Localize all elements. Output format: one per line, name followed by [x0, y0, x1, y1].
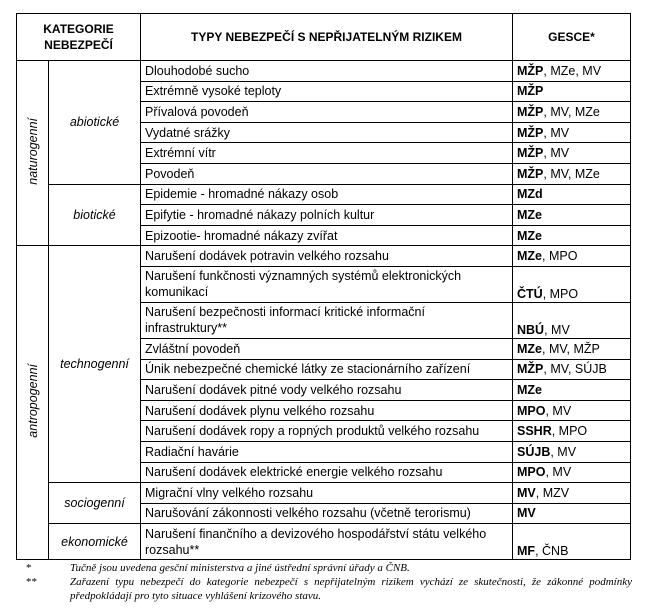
gesce-lead: MŽP [517, 166, 544, 181]
hazard-cell: Narušení bezpečnosti informací kritické informační infrastruktury** [141, 302, 513, 338]
gesce-lead: MŽP [517, 125, 544, 140]
hazard-cell: Narušení dodávek pitné vody velkého rozsahu [141, 380, 513, 401]
hazard-cell: Extrémně vysoké teploty [141, 81, 513, 102]
gesce-lead: SÚJB [517, 444, 551, 459]
gesce-others: , MV [543, 125, 570, 140]
gesce-cell [513, 205, 631, 226]
footnote-text: Tučně jsou uvedena gesční ministerstva a jiné ústřední správní úřady a ČNB. [70, 562, 410, 574]
footnote-mark: ** [26, 576, 37, 588]
header-row [17, 14, 631, 61]
gesce-lead: MZe [517, 249, 542, 264]
gesce-lead: MV [517, 485, 536, 500]
gesce-cell [513, 81, 631, 102]
header-types: TYPY NEBEZPEČÍ S NEPŘIJATELNÝM RIZIKEM [141, 14, 513, 61]
header-category: KATEGORIE NEBEZPEČÍ [17, 14, 141, 61]
subgroup-label: technogenní [49, 246, 141, 483]
gesce-others: , MV [545, 403, 572, 418]
gesce-others: , MV [544, 322, 570, 337]
gesce-cell [513, 421, 631, 442]
hazard-cell: Narušování zákonnosti velkého rozsahu (včetně terorismu) [141, 503, 513, 524]
hazard-cell: Extrémní vítr [141, 143, 513, 164]
hazard-cell: Narušení finančního a devizového hospodářství státu velkého rozsahu** [141, 524, 513, 560]
footnote-text: Zařazení typu nebezpečí do kategorie nebezpečí s nepřijatelným rizikem vychází ze skutečnosti, že zákonné podmínky předpokládají pro tyto situace vyhlášení krizového stavu. [70, 576, 632, 602]
gesce-cell [513, 246, 631, 267]
hazard-cell: Epifytie - hromadné nákazy polních kultur [141, 205, 513, 226]
gesce-cell [513, 359, 631, 380]
hazard-cell: Přívalová povodeň [141, 102, 513, 123]
gesce-cell [513, 462, 631, 483]
gesce-lead: NBÚ [517, 322, 545, 337]
subgroup-label: biotické [49, 184, 141, 246]
footnotes [26, 561, 632, 603]
gesce-others: , MV, MŽP [542, 341, 600, 356]
gesce-cell [513, 338, 631, 359]
subgroup-label: ekonomické [49, 524, 141, 560]
gesce-cell [513, 143, 631, 164]
hazard-table [16, 13, 631, 560]
gesce-lead: MZe [517, 228, 542, 243]
gesce-cell [513, 122, 631, 143]
gesce-others: , MV [545, 465, 572, 480]
gesce-cell [513, 184, 631, 205]
gesce-lead: SSHR [517, 424, 552, 439]
gesce-cell [513, 483, 631, 504]
gesce-cell [513, 441, 631, 462]
hazard-cell: Narušení dodávek plynu velkého rozsahu [141, 400, 513, 421]
gesce-lead: MPO [517, 403, 546, 418]
gesce-lead: ČTÚ [517, 286, 543, 301]
gesce-others: , MPO [542, 249, 578, 264]
gesce-lead: MŽP [517, 84, 544, 99]
gesce-lead: MZe [517, 341, 542, 356]
group-label [17, 61, 49, 246]
hazard-cell: Epizootie- hromadné nákazy zvířat [141, 225, 513, 246]
gesce-cell [513, 266, 631, 302]
table-row [17, 61, 631, 82]
gesce-lead: MZe [517, 382, 542, 397]
gesce-lead: MV [517, 506, 536, 521]
gesce-cell [513, 61, 631, 82]
group-label [17, 246, 49, 560]
table-row [17, 184, 631, 205]
gesce-cell [513, 524, 631, 560]
gesce-others: , MPO [551, 424, 588, 439]
hazard-cell: Radiační havárie [141, 441, 513, 462]
gesce-others: , MV, SÚJB [543, 362, 607, 377]
hazard-cell: Narušení dodávek ropy a ropných produktů velkého rozsahu [141, 421, 513, 442]
gesce-others: , MZe, MV [543, 63, 602, 78]
gesce-cell [513, 302, 631, 338]
gesce-lead: MŽP [517, 104, 544, 119]
hazard-cell: Narušení funkčnosti významných systémů elektronických komunikací [141, 266, 513, 302]
footnote [26, 575, 632, 603]
gesce-cell [513, 400, 631, 421]
gesce-cell [513, 503, 631, 524]
gesce-others: , MV [543, 146, 570, 161]
table-row [17, 246, 631, 267]
table-row [17, 483, 631, 504]
gesce-lead: MPO [517, 465, 546, 480]
hazard-cell: Migrační vlny velkého rozsahu [141, 483, 513, 504]
hazard-cell: Narušení dodávek elektrické energie velkého rozsahu [141, 462, 513, 483]
gesce-others: , ČNB [535, 544, 569, 559]
gesce-lead: MŽP [517, 362, 544, 377]
hazard-cell: Zvláštní povodeň [141, 338, 513, 359]
hazard-cell: Vydatné srážky [141, 122, 513, 143]
gesce-others: , MZV [535, 485, 570, 500]
gesce-others: , MPO [542, 286, 579, 301]
hazard-cell: Dlouhodobé sucho [141, 61, 513, 82]
footnote-mark: * [26, 562, 32, 574]
gesce-others: , MV, MZe [543, 104, 600, 119]
hazard-cell: Únik nebezpečné chemické látky ze stacionárního zařízení [141, 359, 513, 380]
footnote [26, 561, 632, 575]
group-label-text: naturogenní [25, 117, 40, 185]
gesce-lead: MŽP [517, 146, 544, 161]
gesce-lead: MŽP [517, 63, 544, 78]
gesce-cell [513, 163, 631, 184]
subgroup-label: sociogenní [49, 483, 141, 524]
gesce-cell [513, 102, 631, 123]
gesce-cell [513, 380, 631, 401]
header-gesce: GESCE* [513, 14, 631, 61]
gesce-others: , MV [550, 444, 577, 459]
gesce-lead: MZe [517, 207, 542, 222]
table-row [17, 524, 631, 560]
gesce-lead: MF [517, 544, 536, 559]
hazard-cell: Povodeň [141, 163, 513, 184]
gesce-others: , MV, MZe [543, 166, 600, 181]
group-label-text: antropogenní [25, 363, 40, 438]
hazard-cell: Epidemie - hromadné nákazy osob [141, 184, 513, 205]
gesce-cell [513, 225, 631, 246]
subgroup-label: abiotické [49, 61, 141, 185]
gesce-lead: MZd [517, 187, 543, 202]
hazard-cell: Narušení dodávek potravin velkého rozsahu [141, 246, 513, 267]
